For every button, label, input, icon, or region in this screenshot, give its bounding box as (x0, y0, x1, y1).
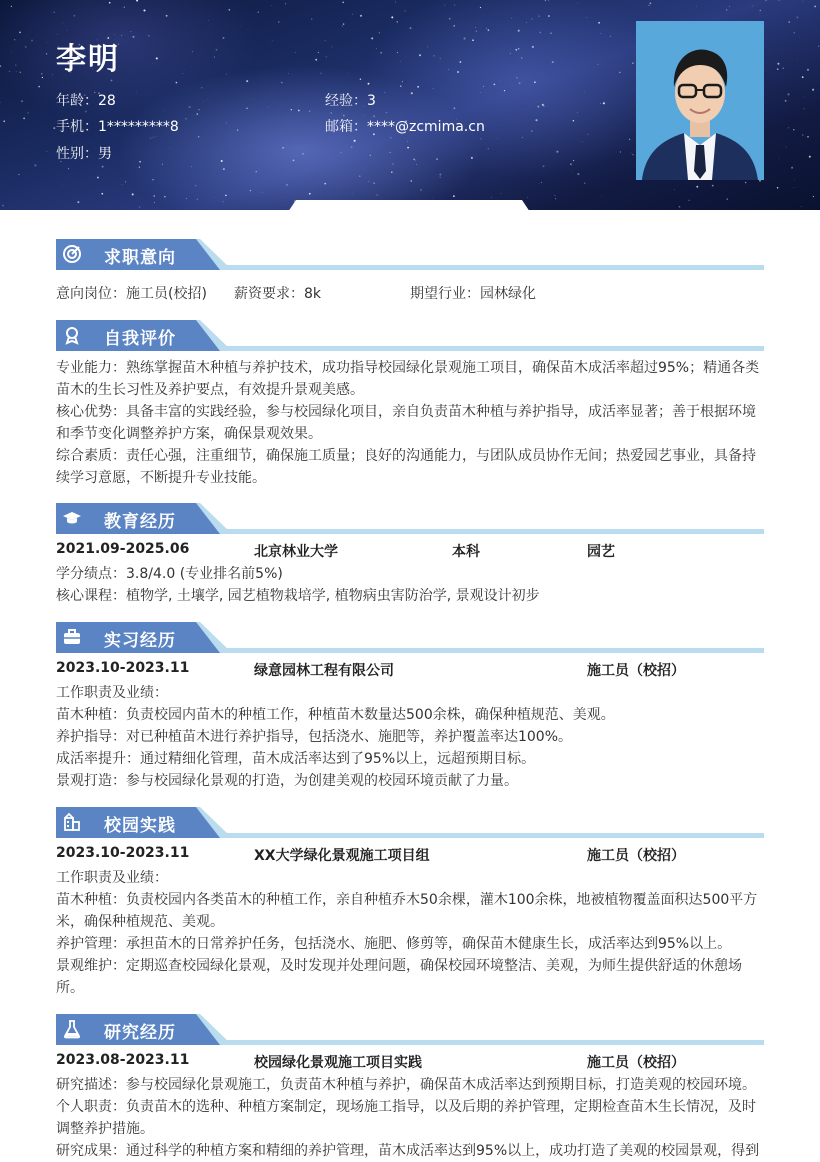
job-role: 施工员（校招） (587, 845, 685, 865)
section-title: 教育经历 (104, 507, 176, 532)
phone-value: 1*********8 (98, 119, 179, 135)
organization-name: XX大学绿化景观施工项目组 (254, 845, 430, 865)
text-line: 工作职责及业绩： (56, 867, 764, 889)
research-entry-header (56, 1050, 764, 1074)
text-line: 调整养护措施。 (56, 1118, 764, 1140)
major: 园艺 (587, 541, 615, 561)
gender-label: 性别： (56, 146, 98, 162)
resume-header (0, 0, 820, 210)
entry-date: 2021.09-2025.06 (56, 541, 189, 557)
section-internship (56, 622, 764, 792)
email-info (325, 116, 485, 136)
section-header (56, 239, 764, 271)
section-job-intent (56, 239, 764, 304)
gender-value: 男 (98, 146, 112, 162)
text-line: 景观维护：定期巡查校园绿化景观，及时发现并处理问题，确保校园环境整洁、美观，为师生提供舒适的休憩场 (56, 955, 764, 977)
section-title: 实习经历 (104, 626, 176, 651)
degree: 本科 (452, 541, 480, 561)
entry-date: 2023.10-2023.11 (56, 845, 189, 861)
text-line: 核心优势：具备丰富的实践经验，参与校园绿化项目，亲自负责苗木种植与养护指导，成活率显著；善于根据环境 (56, 401, 764, 423)
age-label: 年龄： (56, 93, 98, 109)
job-role: 施工员（校招） (587, 660, 685, 680)
job-intent-row (56, 280, 764, 304)
campus-details (56, 867, 764, 999)
text-line: 米，确保种植规范、美观。 (56, 911, 764, 933)
text-line: 核心课程：植物学, 土壤学, 园艺植物栽培学, 植物病虫害防治学, 景观设计初步 (56, 585, 764, 607)
campus-entry-header (56, 843, 764, 867)
job-role: 施工员（校招） (587, 1052, 685, 1072)
text-line: 苗木种植：负责校园内苗木的种植工作，种植苗木数量达500余株，确保种植规范、美观。 (56, 704, 764, 726)
section-education (56, 503, 764, 607)
text-line: 学分绩点：3.8/4.0 (专业排名前5%) (56, 563, 764, 585)
email-value: ****@zcmima.cn (367, 119, 485, 135)
text-line: 研究描述：参与校园绿化景观施工，负责苗木种植与养护，确保苗木成活率达到预期目标，打造美观的校园环境。 (56, 1074, 764, 1096)
section-header (56, 503, 764, 535)
text-line: 苗木种植：负责校园内各类苗木的种植工作，亲自种植乔木50余棵，灌木100余株，地被植物覆盖面积达500平方 (56, 889, 764, 911)
education-details (56, 563, 764, 607)
section-title: 求职意向 (104, 243, 176, 268)
briefcase-icon (62, 627, 82, 647)
profile-photo (636, 21, 764, 180)
intended-position: 意向岗位：施工员(校招) (56, 283, 207, 303)
email-label: 邮箱： (325, 119, 367, 135)
section-title: 校园实践 (104, 811, 176, 836)
section-title: 自我评价 (104, 324, 176, 349)
phone-label: 手机： (56, 119, 98, 135)
building-icon (62, 812, 82, 832)
text-line: 景观打造：参与校园绿化景观的打造，为创建美观的校园环境贡献了力量。 (56, 770, 764, 792)
experience-info (325, 90, 376, 110)
text-line: 和季节变化调整养护方案，确保景观效果。 (56, 423, 764, 445)
text-line: 专业能力：熟练掌握苗木种植与养护技术，成功指导校园绿化景观施工项目，确保苗木成活率超过95%；精通各类 (56, 357, 764, 379)
header-notch (288, 200, 530, 210)
section-header (56, 807, 764, 839)
section-self-evaluation (56, 320, 764, 489)
target-icon (62, 244, 82, 264)
gender-info (56, 143, 112, 163)
experience-label: 经验： (325, 93, 367, 109)
text-line: 续学习意愿，不断提升专业技能。 (56, 467, 764, 489)
text-line: 研究成果：通过科学的种植方案和精细的养护管理，苗木成活率达到95%以上，成功打造了美观的校园景观，得到 (56, 1140, 764, 1162)
self-evaluation-text (56, 357, 764, 489)
text-line: 成活率提升：通过精细化管理，苗木成活率达到了95%以上，远超预期目标。 (56, 748, 764, 770)
section-research (56, 1014, 764, 1162)
text-line: 工作职责及业绩： (56, 682, 764, 704)
text-line: 养护管理：承担苗木的日常养护任务，包括浇水、施肥、修剪等，确保苗木健康生长，成活率达到95%以上。 (56, 933, 764, 955)
text-line: 养护指导：对已种植苗木进行养护指导，包括浇水、施肥等，养护覆盖率达100%。 (56, 726, 764, 748)
entry-date: 2023.10-2023.11 (56, 660, 189, 676)
section-title: 研究经历 (104, 1018, 176, 1043)
graduation-cap-icon (62, 508, 82, 528)
section-header (56, 1014, 764, 1046)
education-entry-header (56, 539, 764, 563)
text-line: 个人职责：负责苗木的选种、种植方案制定，现场施工指导，以及后期的养护管理，定期检查苗木生长情况，及时 (56, 1096, 764, 1118)
text-line: 所。 (56, 977, 764, 999)
section-header (56, 622, 764, 654)
text-line: 综合素质：责任心强，注重细节，确保施工质量；良好的沟通能力，与团队成员协作无间；热爱园艺事业，具备持 (56, 445, 764, 467)
age-info (56, 90, 116, 110)
flask-icon (62, 1019, 82, 1039)
experience-value: 3 (367, 93, 376, 109)
candidate-name: 李明 (56, 34, 120, 78)
salary-expectation: 薪资要求：8k (234, 283, 321, 303)
company-name: 绿意园林工程有限公司 (254, 660, 394, 680)
internship-details (56, 682, 764, 792)
research-details (56, 1074, 764, 1162)
entry-date: 2023.08-2023.11 (56, 1052, 189, 1068)
project-name: 校园绿化景观施工项目实践 (254, 1052, 422, 1072)
section-header (56, 320, 764, 352)
text-line: 苗木的生长习性及养护要点，有效提升景观美感。 (56, 379, 764, 401)
age-value: 28 (98, 93, 116, 109)
school-name: 北京林业大学 (254, 541, 338, 561)
section-campus-practice (56, 807, 764, 999)
internship-entry-header (56, 658, 764, 682)
expected-industry: 期望行业：园林绿化 (410, 283, 536, 303)
phone-info (56, 116, 179, 136)
medal-icon (62, 325, 82, 345)
